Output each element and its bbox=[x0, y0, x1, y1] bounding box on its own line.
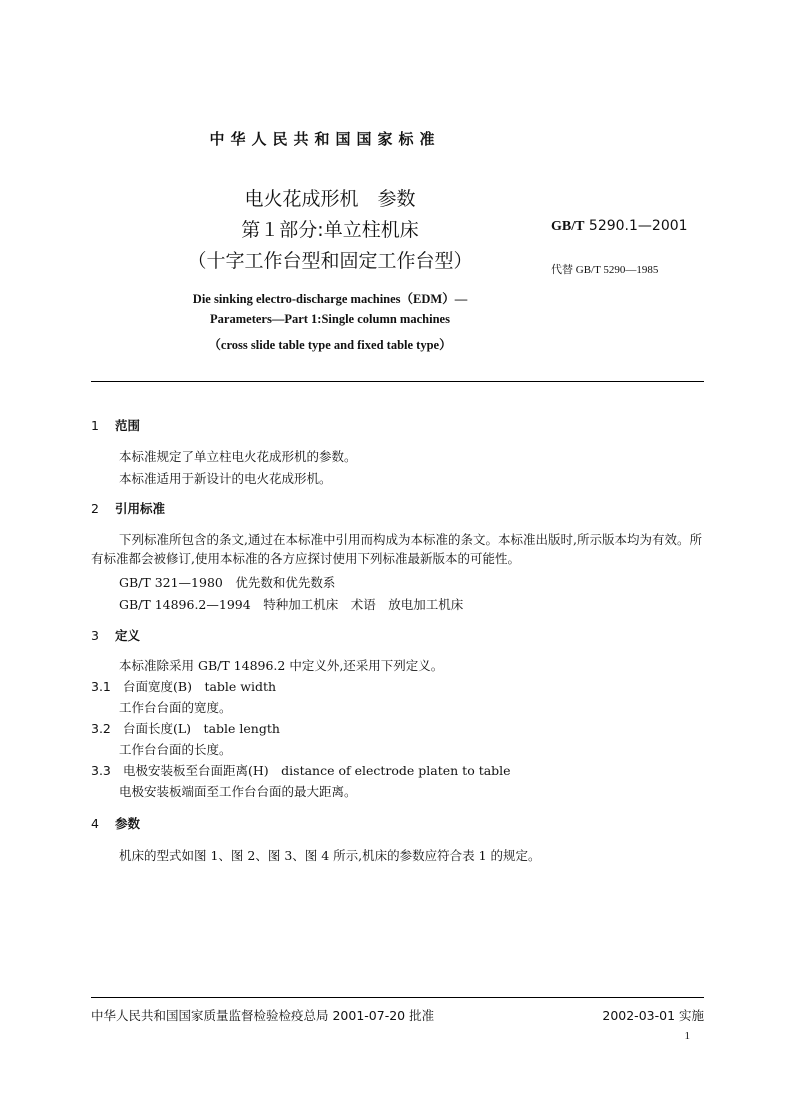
footer-divider bbox=[91, 997, 704, 998]
page-number: 1 bbox=[684, 1030, 690, 1042]
section-number: 1 bbox=[91, 418, 99, 433]
section-number: 2 bbox=[91, 501, 99, 516]
definition-description: 电极安装板端面至工作台台面的最大距离。 bbox=[119, 784, 357, 799]
header-divider bbox=[91, 381, 704, 382]
definition-number: 3.3 bbox=[91, 763, 111, 778]
english-title-line-1: Die sinking electro-discharge machines（EDM）— bbox=[192, 292, 468, 306]
definition-number: 3.1 bbox=[91, 679, 111, 694]
section-number: 3 bbox=[91, 628, 99, 643]
reference-item: GB/T 321—1980 优先数和优先数系 bbox=[119, 575, 336, 590]
title-line-3: （十字工作台型和固定工作台型） bbox=[187, 250, 473, 272]
section-1-paragraph-1: 本标准规定了单立柱电火花成形机的参数。 bbox=[119, 449, 357, 464]
section-title: 引用标准 bbox=[115, 501, 166, 516]
standard-number bbox=[551, 218, 688, 235]
definition-description: 工作台台面的宽度。 bbox=[119, 700, 232, 715]
definition-term-text: 电极安装板至台面距离(H) distance of electrode platen to table bbox=[123, 763, 511, 778]
definition-number: 3.2 bbox=[91, 721, 111, 736]
section-title: 参数 bbox=[115, 816, 141, 831]
title-line-1: 电火花成形机 参数 bbox=[244, 188, 416, 210]
section-3-heading bbox=[91, 626, 140, 644]
replaces-standard: 代替 GB/T 5290—1985 bbox=[551, 264, 659, 276]
definition-term-text: 台面宽度(B) table width bbox=[123, 679, 277, 694]
standard-prefix: GB/T bbox=[551, 219, 585, 234]
section-1-heading bbox=[91, 416, 140, 434]
english-title-line-3: （cross slide table type and fixed table type） bbox=[208, 338, 452, 352]
standard-code: 5290.1—2001 bbox=[588, 218, 688, 234]
section-number: 4 bbox=[91, 816, 99, 831]
reference-item: GB/T 14896.2—1994 特种加工机床 术语 放电加工机床 bbox=[119, 597, 464, 612]
approval-line: 中华人民共和国国家质量监督检验检疫总局 2001-07-20 批准 bbox=[91, 1008, 435, 1023]
definition-term bbox=[91, 677, 276, 695]
title-line-2: 第１部分:单立柱机床 bbox=[241, 219, 419, 241]
section-1-paragraph-2: 本标准适用于新设计的电火花成形机。 bbox=[119, 471, 332, 486]
section-4-heading bbox=[91, 814, 140, 832]
section-4-paragraph: 机床的型式如图 1、图 2、图 3、图 4 所示,机床的参数应符合表 1 的规定。 bbox=[119, 848, 541, 863]
section-title: 定义 bbox=[115, 628, 141, 643]
section-2-paragraph: 下列标准所包含的条文,通过在本标准中引用而构成为本标准的条文。本标准出版时,所示版本均为有效。所有标准都会被修订,使用本标准的各方应探讨使用下列标准最新版本的可能性。 bbox=[91, 532, 702, 566]
definition-term bbox=[91, 761, 511, 779]
definition-term-text: 台面长度(L) table length bbox=[123, 721, 280, 736]
section-2-heading bbox=[91, 499, 165, 517]
english-title-line-2: Parameters—Part 1:Single column machines bbox=[210, 312, 450, 326]
definition-description: 工作台台面的长度。 bbox=[119, 742, 232, 757]
section-3-intro: 本标准除采用 GB/T 14896.2 中定义外,还采用下列定义。 bbox=[119, 658, 444, 673]
section-title: 范围 bbox=[115, 418, 141, 433]
implementation-date: 2002-03-01 实施 bbox=[602, 1008, 704, 1023]
national-standard-heading: 中华人民共和国国家标准 bbox=[209, 130, 441, 148]
definition-term bbox=[91, 719, 280, 737]
